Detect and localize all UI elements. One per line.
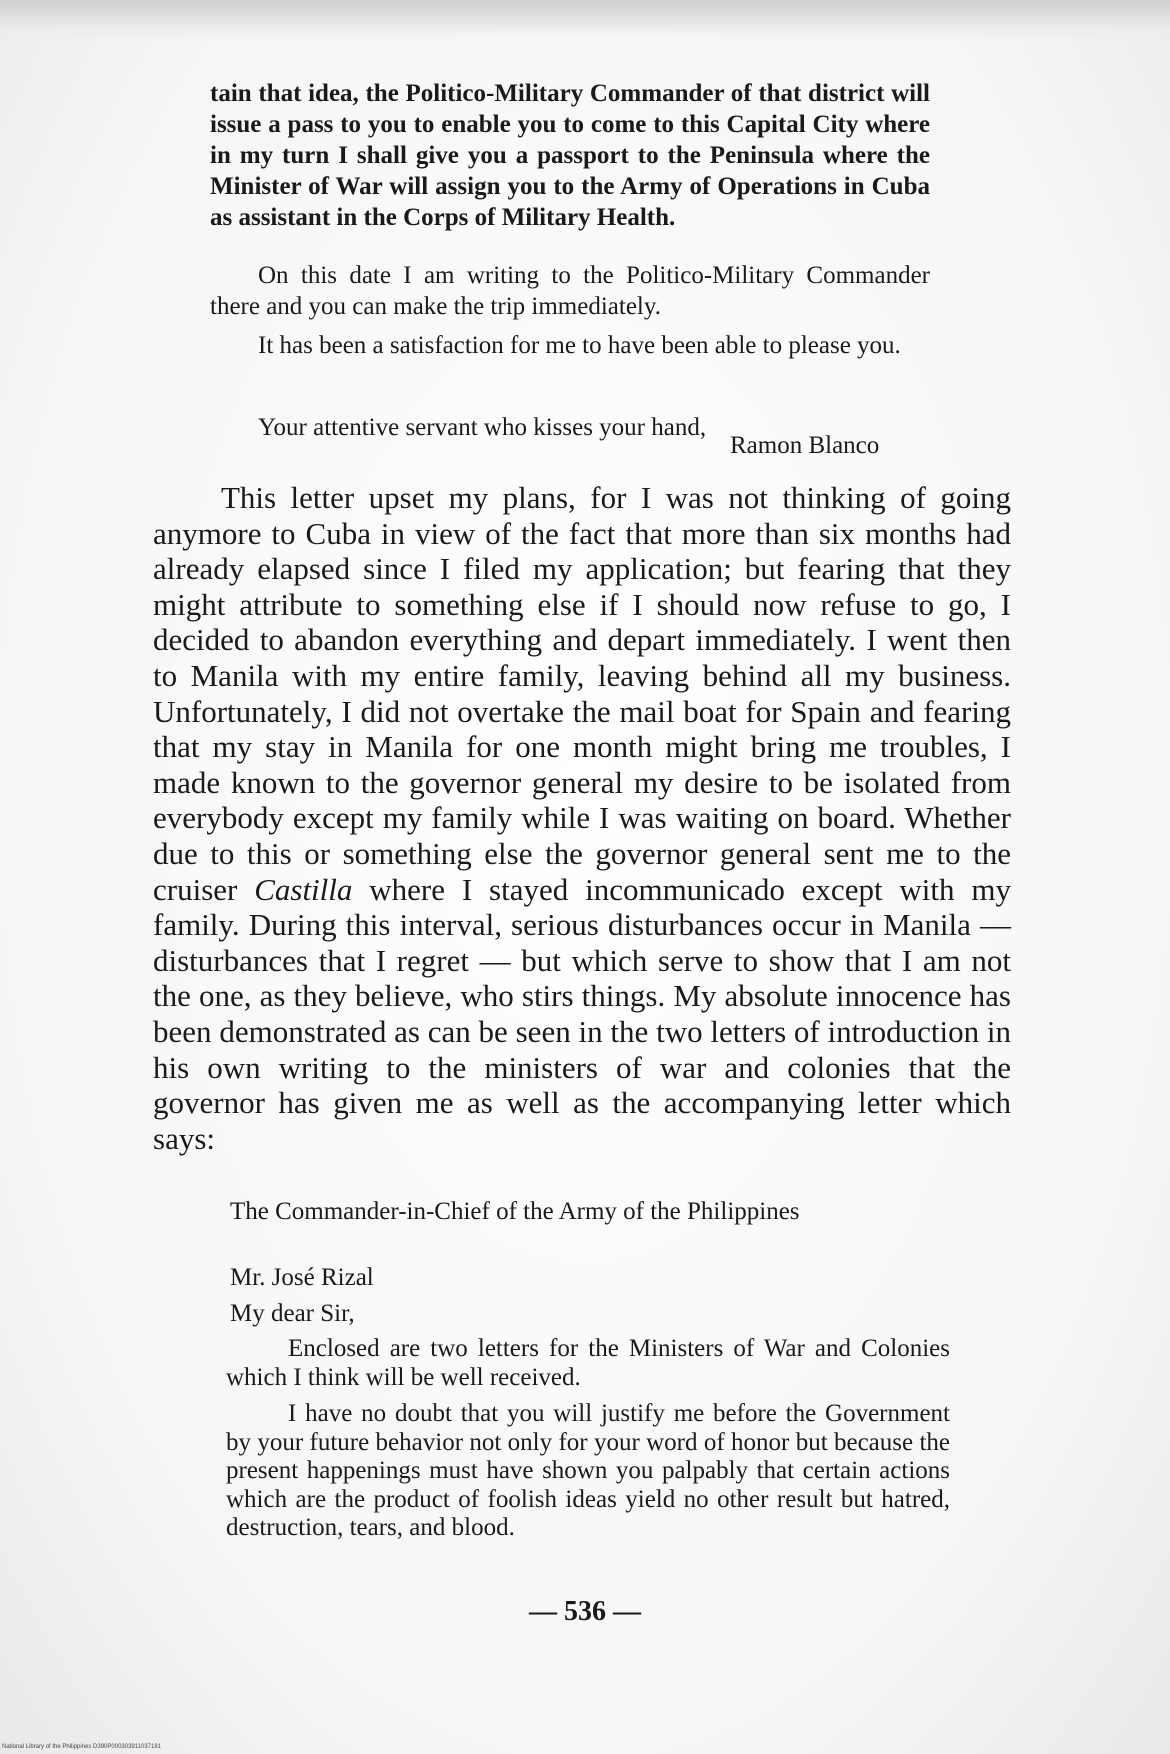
page-number: — 536 — [529, 1596, 641, 1627]
letter-salutation: My dear Sir, [230, 1300, 355, 1327]
footer-credit: National Library of the Philippines D390P000303911037181 [2, 1744, 162, 1750]
second-letter-paragraph: Enclosed are two letters for the Ministers of War and Colonies which I think will be well received. [226, 1335, 950, 1391]
letter-signature: Ramon Blanco [730, 432, 880, 459]
second-letter-heading: The Commander-in-Chief of the Army of the Philippines [230, 1198, 800, 1225]
narrative-text: where I stayed incommunicado except with my family. During this interval, serious disturbances occur in Manila — disturbances that I regret — but which serve to show that I am not the one, as they believe, who stirs things. My absolute innocence has been demonstrated as can be seen in the two letters of introduction in his own writing to the ministers of war and colonies that the governor has given me as well as the accompanying letter which says: [153, 871, 1012, 1156]
ship-name: Castilla [254, 871, 353, 907]
letter-addressee: Mr. José Rizal [230, 1264, 374, 1291]
letter-closing: Your attentive servant who kisses your hand, [258, 414, 707, 441]
second-letter-paragraph: I have no doubt that you will justify me before the Government by your future behavior not only for your word of honor but because the present happenings must have shown you palpably that certain actions which are the product of foolish ideas yield no other result but hatred, destruction, tears, and blood. [226, 1400, 950, 1541]
letter-paragraph: On this date I am writing to the Politico-Military Commander there and you can make the trip immediately. [210, 262, 930, 320]
letter-continuation-paragraph: tain that idea, the Politico-Military Commander of that district will issue a pass to you to enable you to come to this Capital City where in my turn I shall give you a passport to the Peninsula where the Minister of War will assign you to the Army of Operations in Cuba as assistant in the Corps of Military Health. [210, 80, 930, 231]
letter-paragraph: It has been a satisfaction for me to have been able to please you. [258, 332, 901, 359]
narrative-paragraph [153, 480, 1011, 1156]
narrative-text: This letter upset my plans, for I was not thinking of going anymore to Cuba in view of the fact that more than six months had already elapsed since I filed my application; but fearing that they might attribute to something else if I should now refuse to go, I decided to abandon everything and depart immediately. I went then to Manila with my entire family, leaving behind all my business. Unfortunately, I did not overtake the mail boat for Spain and fearing that my stay in Manila for one month might bring me troubles, I made known to the governor general my desire to be isolated from everybody except my family while I was waiting on board. Whether due to this or something else the governor general sent me to the cruiser [153, 480, 1011, 907]
